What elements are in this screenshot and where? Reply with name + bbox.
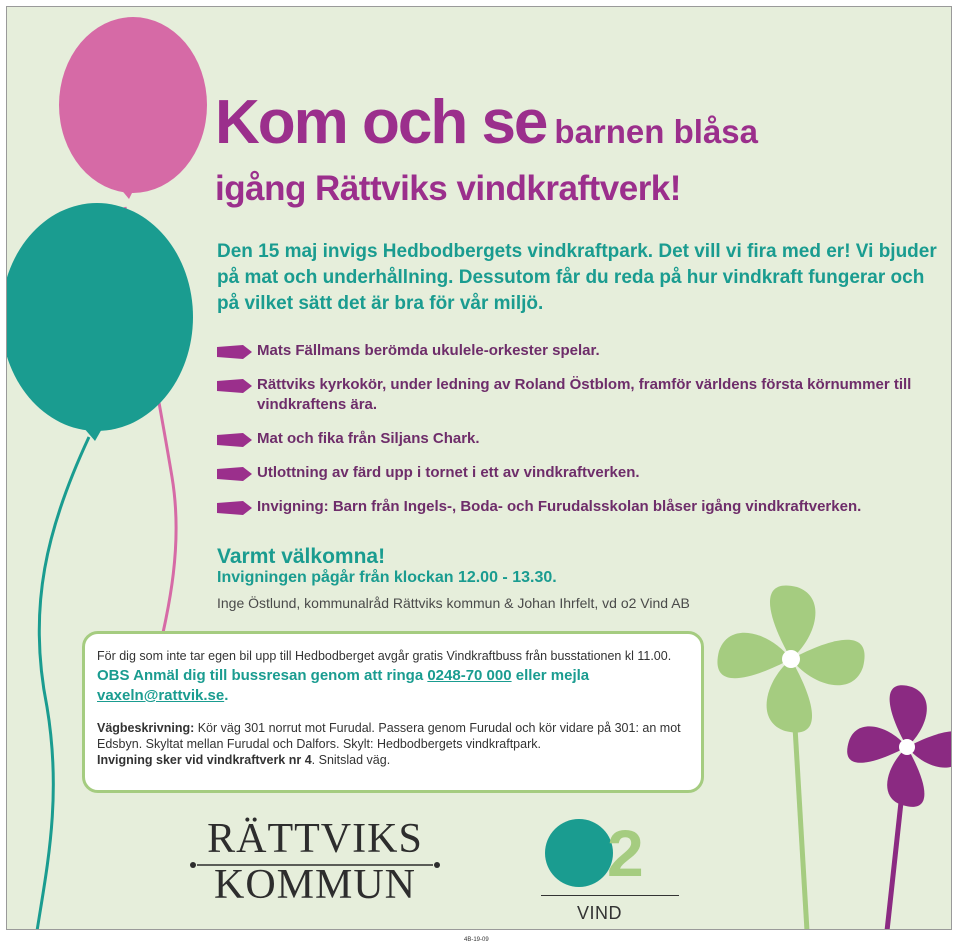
arrow-right-icon bbox=[217, 500, 252, 516]
o2-mark: 2 bbox=[607, 816, 644, 890]
list-item-text: Invigning: Barn från Ingels-, Boda- och Furudalsskolan blåser igång vindkraftverken. bbox=[257, 498, 862, 515]
list-item bbox=[217, 375, 937, 415]
list-item-text: Utlottning av färd upp i tornet i ett av vindkraftverken. bbox=[257, 464, 640, 481]
bus-signup bbox=[97, 666, 689, 706]
pink-balloon-icon bbox=[59, 17, 207, 199]
list-item-text: Mat och fika från Siljans Chark. bbox=[257, 430, 480, 447]
bus-info: För dig som inte tar egen bil upp till Hedbodberget avgår gratis Vindkraftbuss från busstationen kl 11.00. bbox=[97, 649, 672, 663]
info-box bbox=[82, 631, 704, 793]
logo-text-line1: RÄTTVIKS bbox=[207, 816, 423, 862]
signers: Inge Östlund, kommunalråd Rättviks kommun & Johan Ihrfelt, vd o2 Vind AB bbox=[217, 595, 690, 611]
o2-circle-icon bbox=[545, 819, 613, 887]
o2-name: VIND bbox=[577, 903, 623, 923]
list-item bbox=[217, 429, 937, 449]
rattviks-kommun-logo bbox=[185, 815, 445, 915]
email-link[interactable]: vaxeln@rattvik.se bbox=[97, 687, 225, 704]
list-item-text: Rättviks kyrkokör, under ledning av Roland Östblom, framför världens första körnummer till vindkraftens ära. bbox=[257, 376, 912, 413]
signup-middle: eller mejla bbox=[511, 667, 590, 684]
arrow-right-icon bbox=[217, 466, 252, 482]
list-item-text: Mats Fällmans berömda ukulele-orkester spelar. bbox=[257, 342, 600, 359]
list-item bbox=[217, 497, 937, 517]
signup-prefix: OBS Anmäl dig till bussresan genom att ringa bbox=[97, 667, 428, 684]
headline-line2: igång Rättviks vindkraftverk! bbox=[215, 169, 681, 208]
directions-label: Vägbeskrivning: bbox=[97, 721, 195, 735]
headline bbox=[215, 87, 758, 158]
list-item bbox=[217, 463, 937, 483]
arrow-right-icon bbox=[217, 378, 252, 394]
poster bbox=[6, 6, 952, 930]
program-list bbox=[217, 341, 937, 517]
opening-time: Invigningen pågår från klockan 12.00 - 13.30. bbox=[217, 569, 557, 586]
print-code: 4B-19-09 bbox=[464, 937, 489, 943]
intro-paragraph: Den 15 maj invigs Hedbodbergets vindkraftpark. Det vill vi fira med er! Vi bjuder på mat och underhållning. Dessutom får du reda på hur vindkraft fungerar och på vilket sätt det är bra för vår miljö. bbox=[217, 241, 937, 314]
arrow-right-icon bbox=[217, 432, 252, 448]
list-item bbox=[217, 341, 937, 361]
directions-text: Kör väg 301 norrut mot Furudal. Passera genom Furudal och kör vidare på 301: an mot Edsbyn. Skyltat mellan Furudal och Dalfors. Skylt: Hedbodbergets vindkraftpark. bbox=[97, 721, 681, 751]
welcome-heading: Varmt välkomna! bbox=[217, 545, 386, 568]
headline-part2: barnen blåsa bbox=[554, 113, 758, 150]
signup-suffix: . bbox=[224, 687, 229, 704]
logo-text-line2: KOMMUN bbox=[213, 862, 416, 908]
phone-link[interactable]: 0248-70 000 bbox=[427, 667, 512, 684]
inauguration-rest: . Snitslad väg. bbox=[311, 753, 391, 767]
inauguration-note bbox=[97, 752, 689, 768]
green-pinwheel-icon bbox=[717, 585, 864, 930]
purple-pinwheel-icon bbox=[847, 685, 952, 930]
inauguration-bold: Invigning sker vid vindkraftverk nr 4 bbox=[97, 753, 312, 767]
o2-vind-logo bbox=[537, 815, 687, 925]
arrow-right-icon bbox=[217, 344, 252, 360]
directions bbox=[97, 720, 689, 752]
teal-balloon-icon bbox=[7, 203, 193, 441]
logo-divider bbox=[541, 895, 679, 896]
headline-part1: Kom och se bbox=[215, 88, 547, 157]
